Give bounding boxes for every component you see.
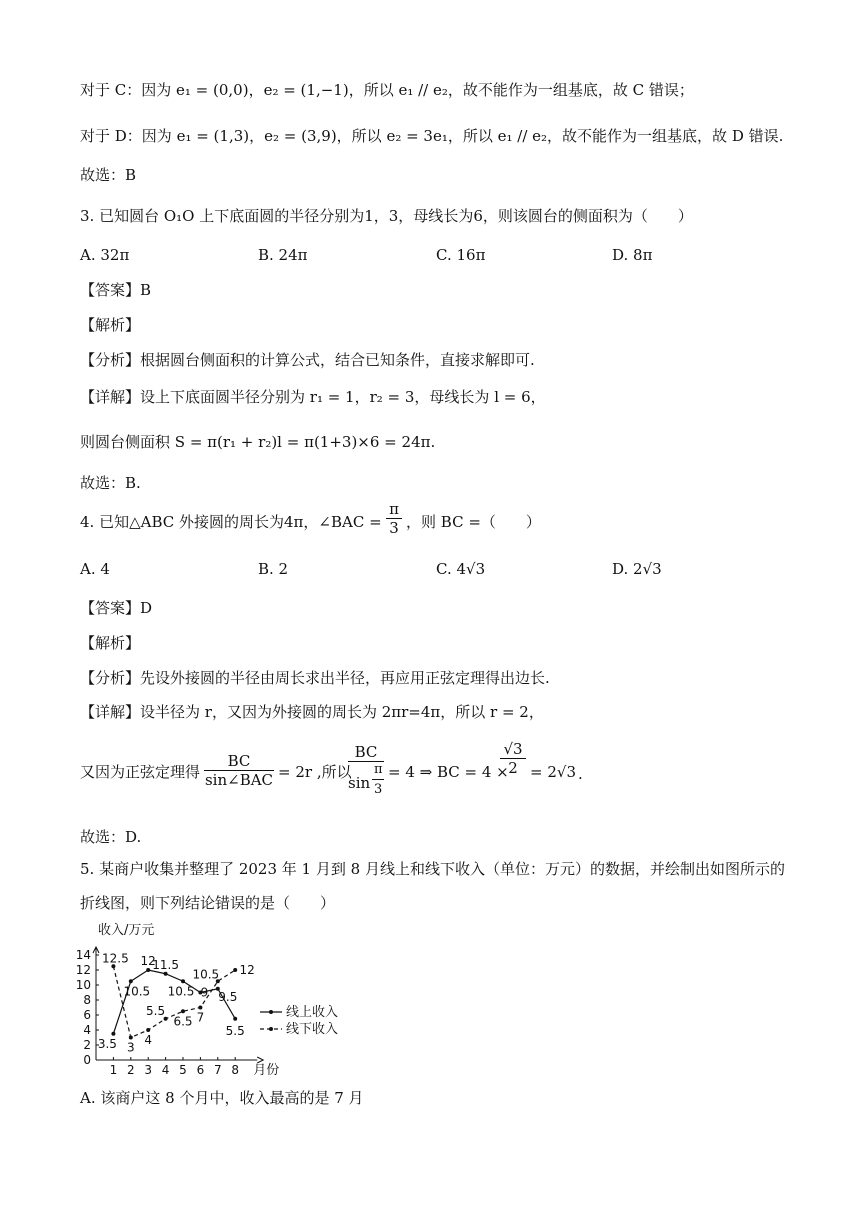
legend-marker-1 xyxy=(269,1010,273,1014)
series-1-point xyxy=(233,1017,237,1021)
series-1-point xyxy=(111,1032,115,1036)
q4-choice: 故选：D. xyxy=(80,828,142,846)
series-2-point xyxy=(129,1036,133,1040)
y-axis-title: 收入/万元 xyxy=(98,923,155,938)
q5-option-a: A. 该商户这 8 个月中，收入最高的是 7 月 xyxy=(80,1089,364,1107)
q4-detail: 【详解】设半径为 r，又因为外接圆的周长为 2πr=4π，所以 r = 2， xyxy=(80,703,544,721)
q3-jiexi-heading: 【解析】 xyxy=(80,316,141,334)
x-tick-label: 6 xyxy=(196,1063,205,1077)
q4-frac2-three: 3 xyxy=(374,782,383,797)
option-c-explanation: 对于 C：因为 e₁ = (0,0)，e₂ = (1,−1)，所以 e₁ // e₂，故不能作为一组基底，故 C 错误； xyxy=(80,81,694,99)
q3-analysis: 【分析】根据圆台侧面积的计算公式，结合已知条件，直接求解即可. xyxy=(80,351,535,369)
q4-eq-2: = 4 ⇒ BC = 4 × xyxy=(388,763,509,781)
legend-label-2: 线下收入 xyxy=(286,1022,339,1037)
legend-marker-2 xyxy=(269,1027,273,1031)
data-label: 3 xyxy=(126,1040,135,1055)
choice-conclusion: 故选：B xyxy=(80,166,137,184)
q3-option-c: C. 16π xyxy=(436,246,486,264)
y-tick-label: 8 xyxy=(83,993,91,1007)
q3-option-a: A. 32π xyxy=(80,246,130,264)
q4-frac2-numerator: BC xyxy=(354,743,378,761)
y-tick-label: 4 xyxy=(83,1023,91,1037)
q3-choice: 故选：B. xyxy=(80,474,141,492)
q3-option-d: D. 8π xyxy=(612,246,653,264)
series-1-point xyxy=(129,979,133,983)
data-label: 10.5 xyxy=(167,984,195,999)
q3-option-b: B. 24π xyxy=(258,246,308,264)
q4-jiexi-heading: 【解析】 xyxy=(80,634,141,652)
q4-option-d: D. 2√3 xyxy=(612,560,662,578)
data-label: 7 xyxy=(196,1010,205,1025)
q3-answer: 【答案】B xyxy=(80,281,152,299)
income-line-chart xyxy=(72,920,372,1080)
data-label: 9.5 xyxy=(218,989,238,1004)
q4-angle-numerator: π xyxy=(389,500,399,518)
q4-frac3-numerator: √3 xyxy=(503,740,523,758)
q4-sine-rule-lead: 又因为正弦定理得 xyxy=(80,763,201,781)
q4-answer: 【答案】D xyxy=(80,599,153,617)
question-5-stem-line-1: 5. 某商户收集并整理了 2023 年 1 月到 8 月线上和线下收入（单位：万元）的数据，并绘制出如图所示的 xyxy=(80,860,785,878)
y-tick-label: 14 xyxy=(75,948,91,962)
series-2-point xyxy=(146,1028,150,1032)
q4-frac3-denominator: 2 xyxy=(508,759,518,777)
data-label: 10.5 xyxy=(192,967,220,982)
series-1-point xyxy=(181,979,185,983)
x-tick-label: 1 xyxy=(109,1063,118,1077)
series-2-point xyxy=(181,1009,185,1013)
x-tick-label: 5 xyxy=(179,1063,187,1077)
x-tick-label: 2 xyxy=(126,1063,135,1077)
q4-analysis: 【分析】先设外接圆的半径由周长求出半径，再应用正弦定理得出边长. xyxy=(80,669,550,687)
data-label: 4 xyxy=(144,1033,153,1047)
legend-label-1: 线上收入 xyxy=(286,1005,339,1020)
q4-angle-fraction xyxy=(384,500,404,537)
q4-option-c: C. 4√3 xyxy=(436,560,486,578)
q4-angle-denominator: 3 xyxy=(389,519,399,537)
data-label: 6.5 xyxy=(173,1014,193,1029)
q4-frac2-pi: π xyxy=(374,762,383,777)
series-1-point xyxy=(146,968,150,972)
x-tick-label: 8 xyxy=(231,1063,240,1077)
q4-eq-1: = 2r ,所以 xyxy=(278,763,352,781)
y-tick-label: 12 xyxy=(75,963,91,977)
data-label: 9 xyxy=(200,985,209,1000)
data-label: 12 xyxy=(140,954,156,968)
option-d-explanation: 对于 D：因为 e₁ = (1,3)，e₂ = (3,9)，所以 e₂ = 3e₁，所以 e₁ // e₂，故不能作为一组基底，故 D 错误. xyxy=(80,127,784,145)
question-4-stem-start: 4. 已知△ABC 外接圆的周长为4π，∠BAC = xyxy=(80,513,382,531)
q4-eq-3: = 2√3 xyxy=(530,763,576,781)
y-tick-label: 10 xyxy=(75,978,91,992)
data-label: 3.5 xyxy=(97,1036,117,1051)
data-label: 12 xyxy=(239,963,255,977)
y-tick-label: 6 xyxy=(83,1008,91,1022)
data-label: 10.5 xyxy=(123,984,151,999)
series-1-point xyxy=(164,972,168,976)
question-5-stem-line-2: 折线图，则下列结论错误的是（ ） xyxy=(80,894,336,912)
x-axis-title: 月份 xyxy=(253,1063,280,1078)
fraction-bar xyxy=(372,779,384,780)
data-label: 5.5 xyxy=(146,1003,166,1018)
question-4-stem-end: ，则 BC =（ ） xyxy=(406,513,541,531)
q3-detail: 【详解】设上下底面圆半径分别为 r₁ = 1，r₂ = 3，母线长为 l = 6， xyxy=(80,388,546,406)
data-label: 5.5 xyxy=(225,1023,245,1038)
q4-eq-period: . xyxy=(578,765,583,783)
x-tick-label: 7 xyxy=(213,1063,222,1077)
data-label: 11.5 xyxy=(152,957,179,972)
question-3-stem: 3. 已知圆台 O₁O 上下底面圆的半径分别为1，3，母线长为6，则该圆台的侧面积为（ ） xyxy=(80,207,693,225)
q4-sine-fraction-1 xyxy=(204,752,274,789)
data-label: 12.5 xyxy=(102,951,129,966)
q4-option-a: A. 4 xyxy=(80,560,110,578)
q4-sine-fraction-2 xyxy=(348,743,384,802)
x-tick-label: 4 xyxy=(161,1063,170,1077)
q4-option-b: B. 2 xyxy=(258,560,289,578)
y-tick-label: 0 xyxy=(83,1053,91,1067)
y-tick-label: 2 xyxy=(83,1038,91,1052)
q4-frac1-numerator: BC xyxy=(227,752,251,770)
q4-frac2-sin: sin xyxy=(348,774,371,792)
q4-sine-fraction-3 xyxy=(500,740,526,777)
q4-frac1-denominator: sin∠BAC xyxy=(204,771,274,789)
series-2-point xyxy=(233,968,237,972)
q3-calculation: 则圆台侧面积 S = π(r₁ + r₂)l = π(1+3)×6 = 24π. xyxy=(80,433,436,451)
x-tick-label: 3 xyxy=(144,1063,153,1077)
series-2-point xyxy=(198,1006,202,1010)
